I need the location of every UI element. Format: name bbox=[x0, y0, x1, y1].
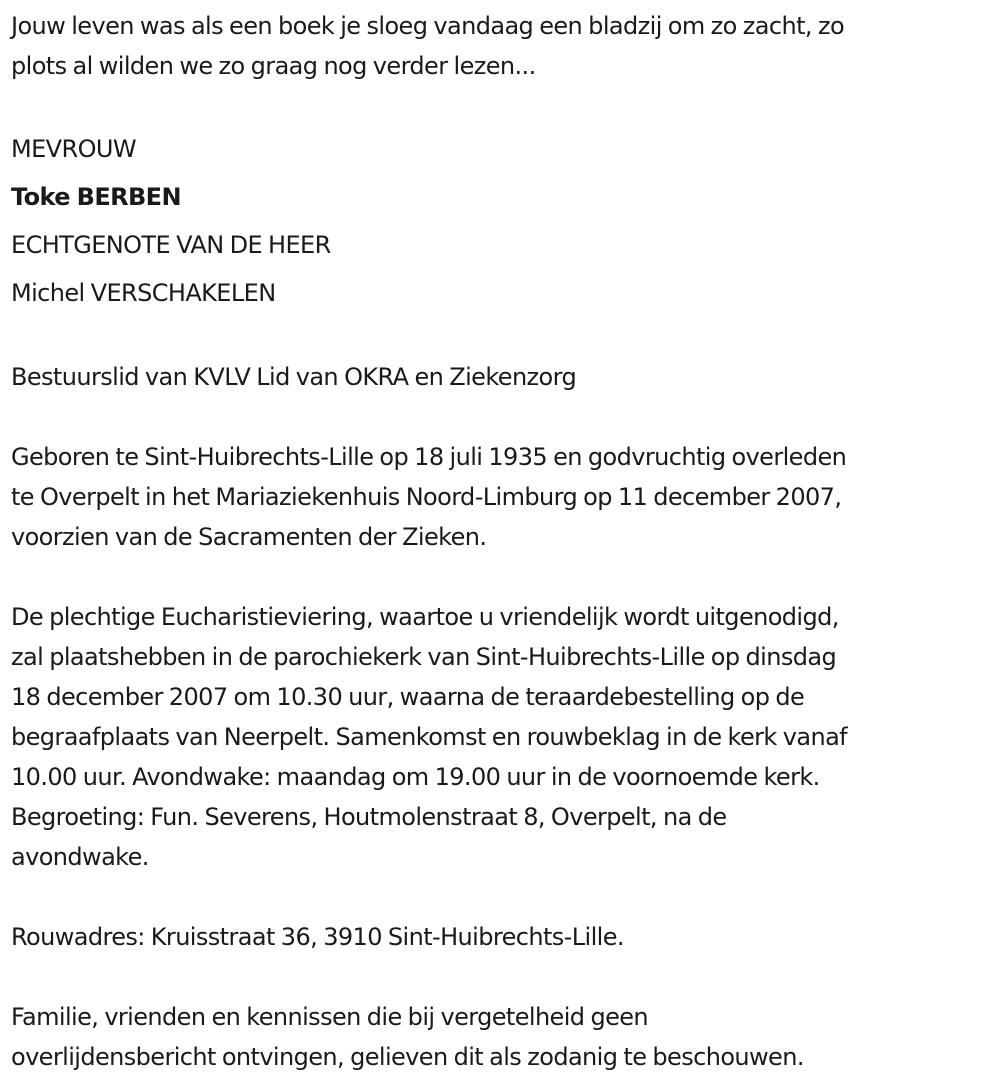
paragraph-line: 18 december 2007 om 10.30 uur, waarna de teraardebestelling op de bbox=[11, 683, 805, 711]
paragraph-line: voorzien van de Sacramenten der Zieken. bbox=[11, 523, 487, 551]
membership-text: Bestuurslid van KVLV Lid van OKRA en Ziekenzorg bbox=[11, 363, 577, 391]
spouse-intro: ECHTGENOTE VAN DE HEER bbox=[11, 231, 331, 259]
spacer bbox=[11, 877, 996, 917]
paragraph-line: 10.00 uur. Avondwake: maandag om 19.00 uur in de voornoemde kerk. bbox=[11, 763, 820, 791]
poem-line: plots al wilden we zo graag nog verder lezen... bbox=[11, 52, 536, 80]
paragraph-line: overlijdensbericht ontvingen, gelieven dit als zodanig te beschouwen. bbox=[11, 1043, 804, 1071]
spacer bbox=[11, 557, 996, 597]
spacer bbox=[11, 317, 996, 357]
paragraph-line: Familie, vrienden en kennissen die bij vergetelheid geen bbox=[11, 1003, 649, 1031]
paragraph-line: te Overpelt in het Mariaziekenhuis Noord-Limburg op 11 december 2007, bbox=[11, 483, 842, 511]
mourning-address: Rouwadres: Kruisstraat 36, 3910 Sint-Huibrechts-Lille. bbox=[11, 923, 624, 951]
deceased-name: Toke BERBEN bbox=[11, 183, 181, 211]
paragraph-line: Begroeting: Fun. Severens, Houtmolenstraat 8, Overpelt, na de bbox=[11, 803, 727, 831]
paragraph-line: zal plaatshebben in de parochiekerk van Sint-Huibrechts-Lille op dinsdag bbox=[11, 643, 837, 671]
paragraph-line: Geboren te Sint-Huibrechts-Lille op 18 juli 1935 en godvruchtig overleden bbox=[11, 443, 847, 471]
obituary-document bbox=[11, 6, 996, 1077]
poem-line: Jouw leven was als een boek je sloeg vandaag een bladzij om zo zacht, zo bbox=[11, 12, 845, 40]
closing-paragraph bbox=[11, 997, 996, 1077]
spacer bbox=[11, 397, 996, 437]
deceased-block bbox=[11, 125, 996, 317]
poem-block bbox=[11, 6, 996, 86]
paragraph-line: avondwake. bbox=[11, 843, 149, 871]
paragraph-line: begraafplaats van Neerpelt. Samenkomst en rouwbeklag in de kerk vanaf bbox=[11, 723, 848, 751]
paragraph-line: De plechtige Eucharistieviering, waartoe u vriendelijk wordt uitgenodigd, bbox=[11, 603, 839, 631]
birth-death-paragraph bbox=[11, 437, 996, 557]
ceremony-paragraph bbox=[11, 597, 996, 877]
spouse-name: Michel VERSCHAKELEN bbox=[11, 279, 276, 307]
spacer bbox=[11, 86, 996, 126]
honorific: MEVROUW bbox=[11, 135, 136, 163]
spacer bbox=[11, 957, 996, 997]
